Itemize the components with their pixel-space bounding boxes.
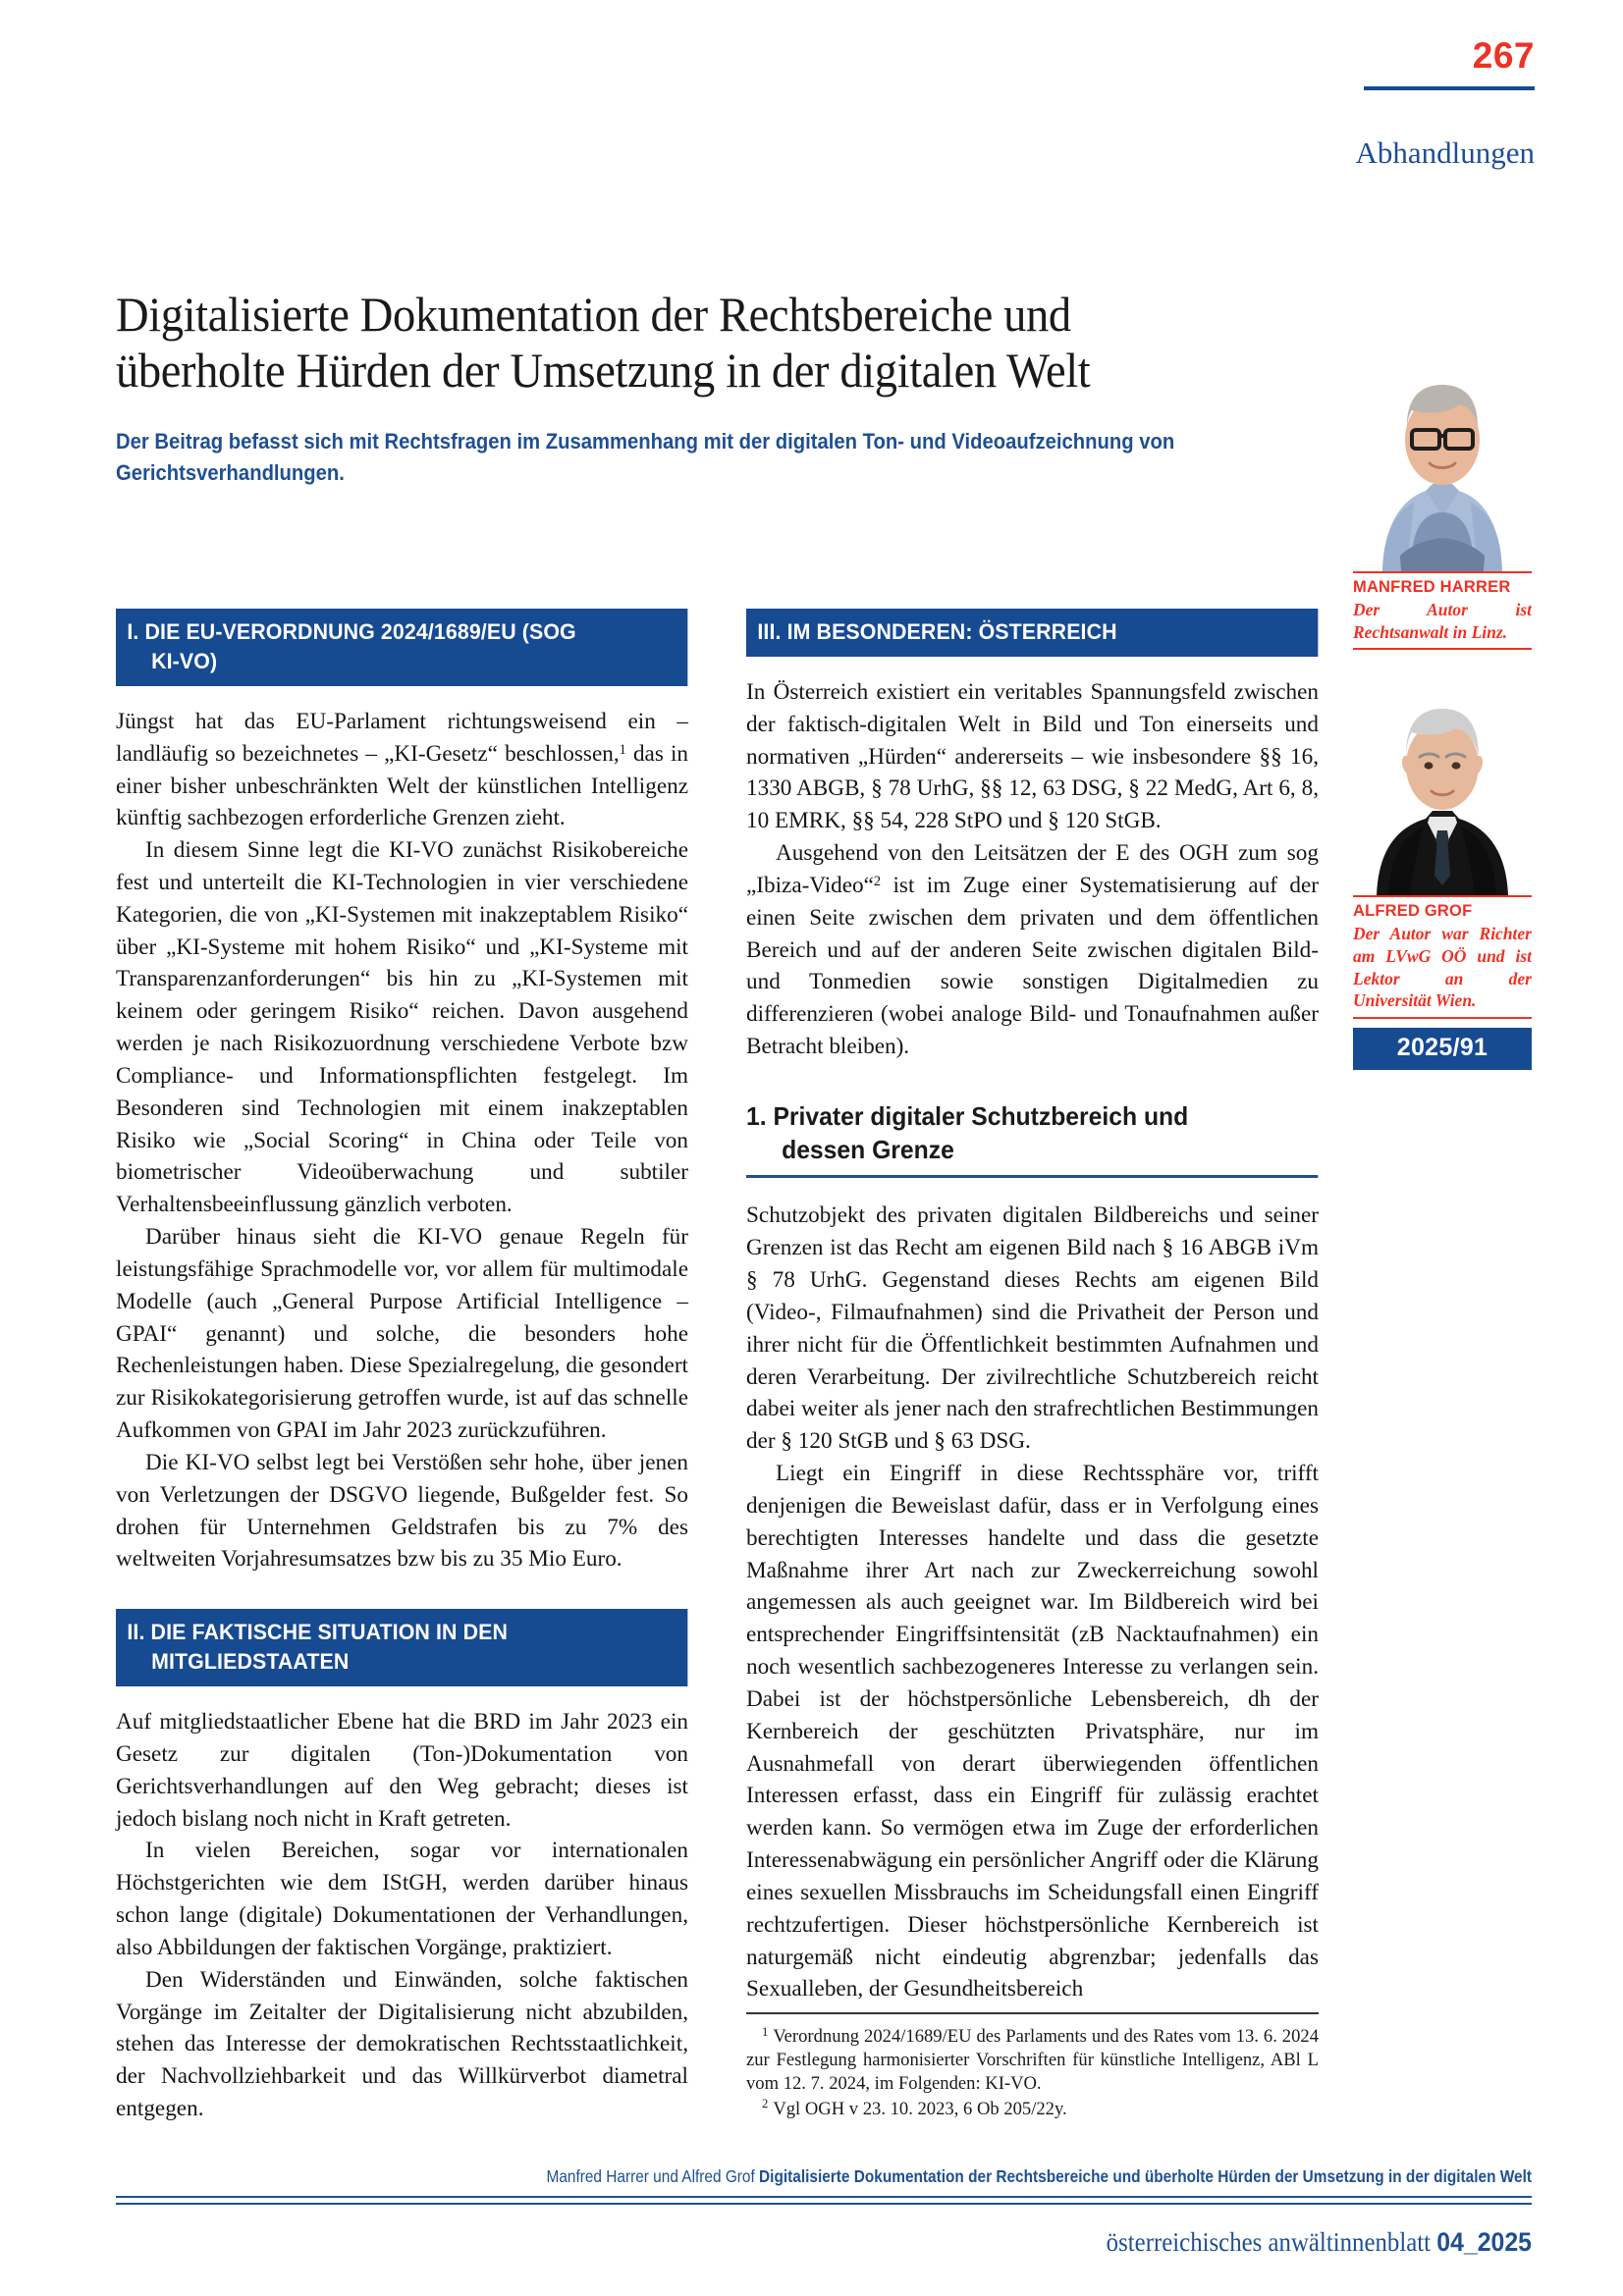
author-card <box>1353 664 1532 1070</box>
paragraph: In Österreich existiert ein veritables Spannungsfeld zwischen der faktisch-digitalen Welt in Bild und Ton einerseits und normativen „Hürden“ andererseits – wie insbesondere §§ 16, 1330 ABGB, § 78 UrhG, §§ 12, 63 DSG, § 22 MedG, Art 6, 8, 10 EMRK, §§ 54, 228 StPO und § 120 StGB. <box>746 678 1319 834</box>
author-name: ALFRED GROF <box>1353 902 1473 921</box>
colophon <box>1107 2227 1532 2258</box>
author-bio: Der Autor ist Rechtsanwalt in Linz. <box>1353 599 1532 642</box>
footnote-ref[interactable]: 1 <box>619 741 626 758</box>
footnote-text: Verordnung 2024/1689/EU des Parlaments und des Rates vom 13. 6. 2024 zur Festlegung harmonisierter Vorschriften für künstliche Intelligenz, ABl L vom 12. 7. 2024, im Folgenden: KI-VO. <box>746 2026 1319 2095</box>
header-rule <box>1364 86 1535 90</box>
section-heading-3-line1: III. IM BESONDEREN: ÖSTERREICH <box>757 619 1117 644</box>
author-card <box>1353 324 1532 650</box>
section-heading-1-line1: I. DIE EU-VERORDNUNG 2024/1689/EU (SOG <box>127 619 576 644</box>
section-heading-2 <box>116 1609 688 1686</box>
footnotes-rule <box>746 2012 1319 2014</box>
section-heading-3 <box>746 609 1319 657</box>
author-bio: Der Autor war Richter am LVwG OÖ und ist Lektor an der Universität Wien. <box>1353 924 1532 1011</box>
footer-rule <box>116 2196 1532 2205</box>
section-heading-1-line2: KI-VO) <box>151 648 218 673</box>
paragraph-text: Ausgehend von den Leitsätzen der E des OGH zum sog „Ibiza-Video“ <box>746 840 1319 898</box>
column-right <box>746 609 1319 2005</box>
paragraph: Den Widerständen und Einwänden, solche faktischen Vorgänge im Zeitalter der Digitalisierung nicht abzubilden, stehen das Interesse der demokratischen Rechtsstaatlichkeit, der Nachvollziehbarkeit und das Willkürverbot diametral entgegen. <box>116 1966 688 2121</box>
article-standfirst: Der Beitrag befasst sich mit Rechtsfragen im Zusammenhang mit der digitalen Ton- und Videoaufzeichnung von Gerichtsverhandlungen. <box>116 429 1175 485</box>
running-head: Abhandlungen <box>1355 135 1535 170</box>
subsection-heading-1 <box>746 1100 1319 1179</box>
author-rail <box>1353 324 1532 1070</box>
author-name: MANFRED HARRER <box>1353 578 1511 596</box>
footer-title: Digitalisierte Dokumentation der Rechtsbereiche und überholte Hürden der Umsetzung in der digitalen Welt <box>759 2166 1532 2186</box>
section-heading-2-line2: MITGLIEDSTAATEN <box>151 1649 350 1675</box>
page-footer <box>0 2090 1623 2296</box>
footnote-text: Vgl OGH v 23. 10. 2023, 6 Ob 205/22y. <box>773 2098 1067 2119</box>
paragraph: In vielen Bereichen, sogar vor internationalen Höchstgerichten wie dem IStGH, werden darüber hinaus schon lange (digitale) Dokumentationen der Verhandlungen, also Abbildungen der faktischen Vorgänge, praktiziert. <box>116 1838 688 1960</box>
footnote-ref[interactable]: 2 <box>873 874 882 889</box>
footer-authors: Manfred Harrer und Alfred Grof <box>546 2166 760 2186</box>
author-rule-bottom <box>1353 1017 1532 1019</box>
paragraph: Schutzobjekt des privaten digitalen Bildbereichs und seiner Grenzen ist das Recht am eigenen Bild nach § 16 ABGB iVm § 78 UrhG. Gegenstand dieses Rechts am eigenen Bild (Video-, Filmaufnahmen) sind die Privatheit der Person und ihrer nicht für die Öffentlichkeit bestimmten Aufnahmen und deren Verarbeitung. Der zivilrechtliche Schutzbereich reicht dabei weiter als jener nach den strafrechtlichen Bestimmungen der § 120 StGB und § 63 DSG. <box>746 1202 1319 1455</box>
footnote-number: 1 <box>762 2024 769 2039</box>
article-title: Digitalisierte Dokumentation der Rechtsbereiche und überholte Hürden der Umsetzung in der digitalen Welt <box>116 287 1091 398</box>
author-rule-bottom <box>1353 648 1532 650</box>
footer-citation <box>286 2166 1532 2187</box>
paragraph-text-rest: das in einer bisher unbeschränkten Welt der künstlichen Intelligenz künftig sachbezogen erforderliche Grenzen zieht. <box>116 740 688 831</box>
paragraph: Liegt ein Eingriff in diese Rechtssphäre vor, trifft denjenigen die Beweislast dafür, dass er in Verfolgung eines berechtigten Interesses handelte und dass die gesetzte Maßnahme ihrer Art nach zur Zweckerreichung sowohl angemessen als auch geeignet war. Im Bildbereich wird bei entsprechender Eingriffsintensität (zB Nacktaufnahmen) ein noch wesentlich sachbezogeneres Interesse zu verlangen sein. Dabei ist der höchstpersönliche Lebensbereich, dh der Kernbereich der geschützten Privatsphäre, nur im Ausnahmefall von derart überwiegenden öffentlichen Interessen erfasst, dass ein Eingriff für zulässig erachtet werden kann. So vermögen etwa im Zuge der erforderlichen Interessenabwägung ein persönlicher Angriff oder die Klärung eines sexuellen Missbrauchs im Scheidungsfall einen Eingriff rechtzufertigen. Dieser höchstpersönliche Kernbereich ist naturgemäß nicht eindeutig abgrenzbar; jedenfalls das Sexualleben, der Gesundheitsbereich <box>746 1461 1319 2002</box>
paragraph: Auf mitgliedstaatlicher Ebene hat die BRD im Jahr 2023 ein Gesetz zur digitalen (Ton-)Dokumentation von Gerichtsverhandlungen auf den Weg gebracht; dieses ist jedoch bislang noch nicht in Kraft getreten. <box>116 1709 688 1832</box>
author-rule-top <box>1353 571 1532 573</box>
author-rule-top <box>1353 895 1532 897</box>
section-heading-2-line1: II. DIE FAKTISCHE SITUATION IN DEN <box>127 1620 509 1645</box>
title-block <box>116 287 1225 489</box>
page-number: 267 <box>1472 35 1535 76</box>
paragraph: Die KI-VO selbst legt bei Verstößen sehr hohe, über jenen von Verletzungen der DSGVO liegende, Bußgelder fest. So drohen für Unternehmen Geldstrafen bis zu 7% des weltweiten Vorjahresumsatzes bzw bis zu 35 Mio Euro. <box>116 1449 688 1573</box>
paragraph <box>116 706 688 834</box>
subsection-heading-1-line1: 1. Privater digitaler Schutzbereich und <box>746 1100 1189 1131</box>
colophon-issue: 04_2025 <box>1436 2227 1532 2257</box>
page-header <box>0 0 1623 196</box>
section-heading-1 <box>116 609 688 686</box>
issue-tag: 2025/91 <box>1353 1028 1532 1070</box>
paragraph: Darüber hinaus sieht die KI-VO genaue Regeln für leistungsfähige Sprachmodelle vor, vor allem für multimodale Modelle (auch „General Purpose Artificial Intelligence – GPAI“ genannt) und solche, die besonders hohe Rechenleistungen haben. Diese Spezialregelung, die gesondert zur Risikokategorisierung getroffen wurde, ist auf das schnelle Aufkommen von GPAI im Jahr 2023 zurückzuführen. <box>116 1224 688 1444</box>
subsection-heading-1-line2: dessen Grenze <box>782 1134 954 1164</box>
paragraph-text-rest: ist im Zuge einer Systematisierung auf der einen Seite zwischen dem privaten und dem öffentlichen Bereich und auf der anderen Seite zwischen digitalen Bild- und Tonmedien sowie sonstigen Digitalmedien zu differenzieren (wobei analoge Bild- und Tonaufnahmen außer Betracht bleiben). <box>746 872 1319 1060</box>
column-left <box>116 609 688 2125</box>
paragraph: In diesem Sinne legt die KI-VO zunächst Risikobereiche fest und unterteilt die KI-Technologien in vier verschiedene Kategorien, die von „KI-Systemen mit inakzeptablem Risiko“ über „KI-Systeme mit hohem Risiko“ und „KI-Systeme mit Transparenzanforderungen“ bis hin zu „KI-Systemen mit keinem oder geringem Risiko“ reichen. Davon ausgehend werden je nach Risikozuordnung verschiedene Verbote bzw Compliance- und Informationspflichten festgelegt. Im Besonderen sind Technologien mit einem inakzeptablen Risiko wie „Social Scoring“ in China oder Teile von biometrischer Videoüberwachung und subtiler Verhaltensbeeinflussung gänzlich verboten. <box>116 837 688 1218</box>
portrait-manfred-harrer <box>1353 324 1532 571</box>
portrait-alfred-grof <box>1353 664 1532 895</box>
footnote-item <box>746 2025 1319 2097</box>
footnote-number: 2 <box>762 2097 769 2111</box>
paragraph <box>746 837 1319 1063</box>
colophon-name: österreichisches anwältinnenblatt <box>1106 2227 1437 2257</box>
paragraph-text: Jüngst hat das EU-Parlament richtungsweisend ein – landläufig so bezeichnetes – „KI-Gesetz“ beschlossen, <box>116 708 688 767</box>
